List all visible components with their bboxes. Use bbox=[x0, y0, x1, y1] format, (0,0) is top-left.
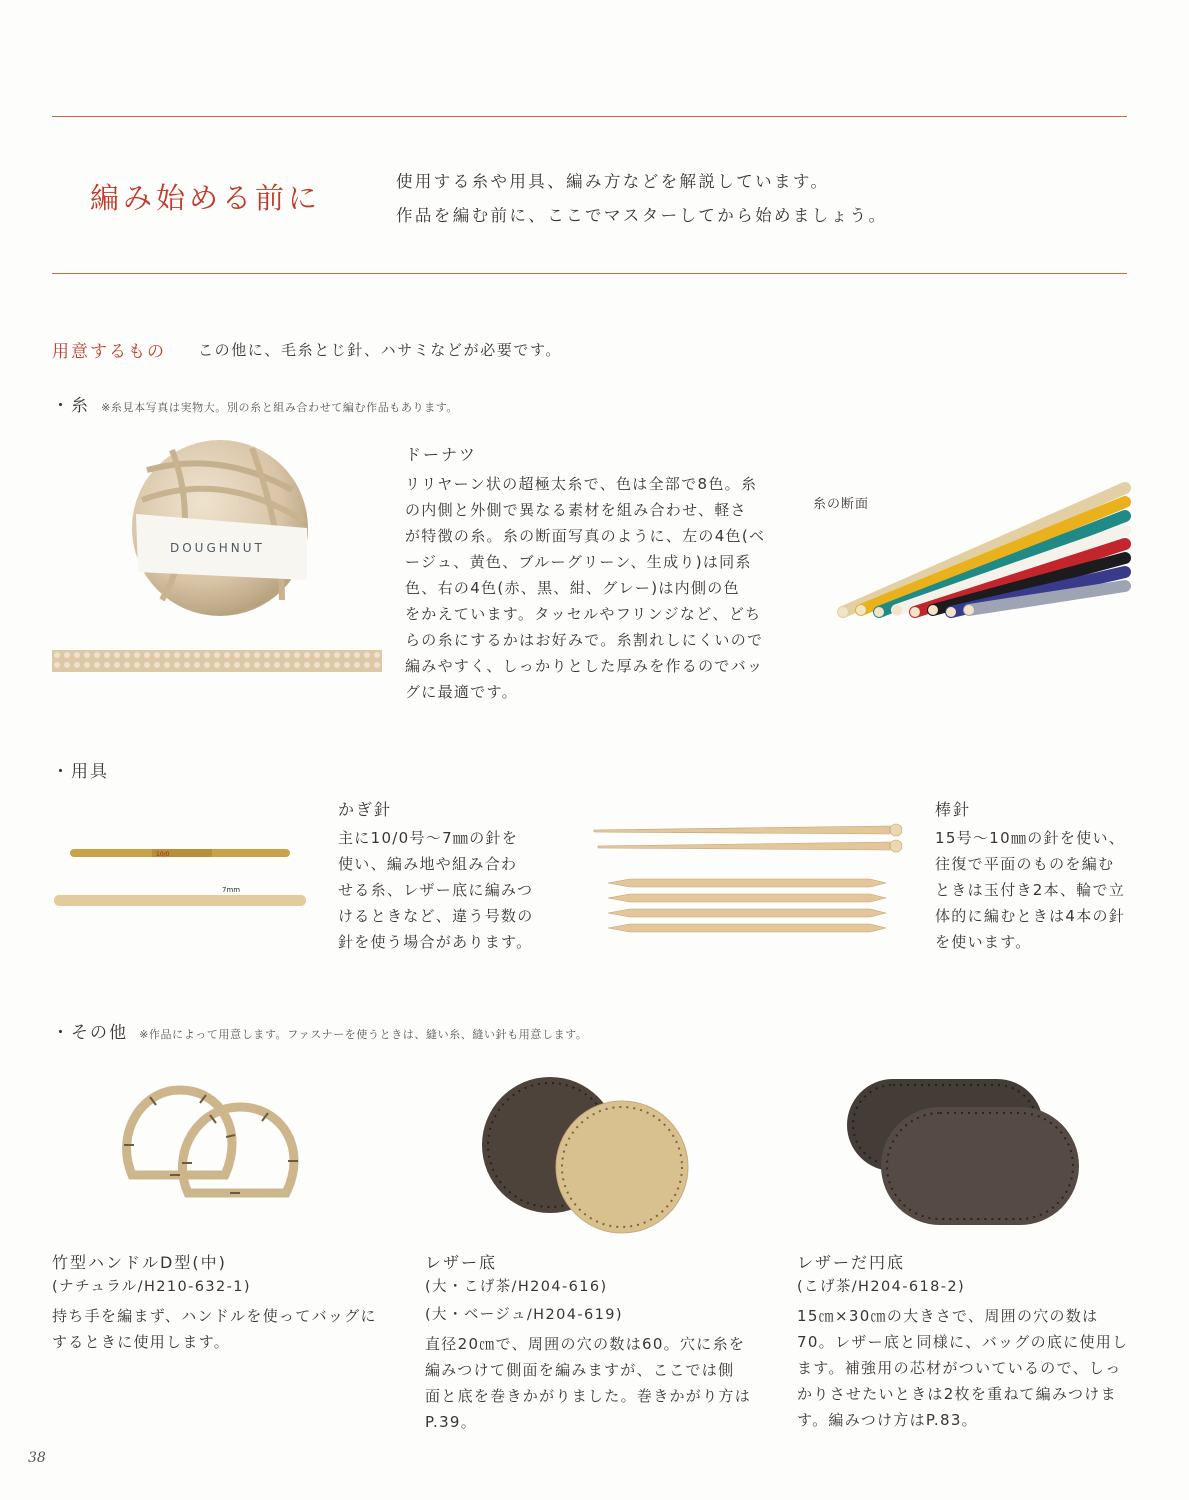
needle-icon bbox=[594, 826, 890, 834]
yarn-desc-line: 編みやすく、しっかりとした厚みを作るのでバッ bbox=[405, 657, 764, 675]
item-code: (こげ茶/H204-618-2) bbox=[797, 1279, 966, 1295]
item-name: レザー底 bbox=[425, 1253, 498, 1272]
brown-oval-icon bbox=[881, 1107, 1079, 1225]
other-label: ・その他 bbox=[52, 1023, 128, 1043]
item-description bbox=[797, 1303, 1142, 1433]
needle-description bbox=[935, 825, 1135, 955]
hook-mark-1: 10/0 bbox=[156, 851, 170, 858]
item-name: レザーだ円底 bbox=[797, 1253, 906, 1272]
needle-name: 棒針 bbox=[935, 800, 972, 819]
prepare-text: この他に、毛糸とじ針、ハサミなどが必要です。 bbox=[198, 341, 563, 359]
hook-description bbox=[338, 825, 558, 955]
yarn-section-header bbox=[52, 391, 458, 416]
needle-desc-line: を使います。 bbox=[935, 933, 1032, 951]
item-oval-leather-bottom bbox=[797, 1250, 1142, 1433]
yarn-description bbox=[405, 471, 775, 705]
crochet-hooks-image bbox=[52, 835, 317, 920]
item-leather-bottom bbox=[425, 1250, 770, 1435]
item-code: (大・ベージュ/H204-619) bbox=[425, 1307, 623, 1323]
needle-icon bbox=[608, 894, 886, 902]
item-description bbox=[425, 1331, 770, 1435]
hook-desc-line: けるときなど、違う号数の bbox=[338, 907, 534, 925]
item-desc-line: 15㎝×30㎝の大きさで、周囲の穴の数は bbox=[797, 1307, 1099, 1325]
cross-section-image bbox=[835, 470, 1135, 630]
intro-line-2: 作品を編む前に、ここでマスターしてから始めましょう。 bbox=[396, 206, 888, 225]
needle-icon bbox=[608, 924, 886, 932]
top-rule bbox=[52, 116, 1127, 117]
yarn-strand-end-icon bbox=[928, 605, 938, 615]
yarn-label-text: DOUGHNUT bbox=[170, 541, 265, 555]
bottom-rule bbox=[52, 273, 1127, 274]
yarn-strand-end-icon bbox=[838, 607, 848, 617]
bamboo-handle-image bbox=[110, 1075, 340, 1235]
item-desc-line: す。編みつけ方はP.83。 bbox=[797, 1411, 978, 1429]
yarn-desc-line: らの糸にするかはお好みで。糸割れしにくいので bbox=[405, 631, 764, 649]
prepare-heading: 用意するもの bbox=[52, 342, 166, 362]
item-desc-line: するときに使用します。 bbox=[52, 1333, 231, 1351]
hook-mark-2: 7mm bbox=[222, 886, 241, 894]
yarn-strand-end-icon bbox=[964, 605, 974, 615]
yarn-strand-end-icon bbox=[910, 607, 920, 617]
other-note: ※作品によって用意します。ファスナーを使うときは、縫い糸、縫い針も用意します。 bbox=[139, 1028, 588, 1041]
item-desc-line: ます。補強用の芯材がついているので、しっ bbox=[797, 1359, 1122, 1377]
item-bamboo-handle bbox=[52, 1250, 397, 1355]
yarn-name: ドーナツ bbox=[405, 445, 477, 464]
yarn-ball-image bbox=[52, 430, 387, 680]
needle-desc-line: ときは玉付き2本、輪で立 bbox=[935, 881, 1126, 899]
yarn-desc-line: ージュ、黄色、ブルーグリーン、生成り)は同系 bbox=[405, 553, 752, 571]
item-code: (大・こげ茶/H204-616) bbox=[425, 1279, 608, 1295]
yarn-note: ※糸見本写真は実物大。別の糸と組み合わせて編む作品もあります。 bbox=[101, 401, 459, 414]
yarn-desc-line: リリヤーン状の超極太糸で、色は全部で8色。糸 bbox=[405, 475, 758, 493]
hook-desc-line: 主に10/0号～7㎜の針を bbox=[338, 829, 519, 847]
other-section-header bbox=[52, 1018, 588, 1043]
tools-label: ・用具 bbox=[52, 762, 109, 782]
hook-desc-line: 針を使う場合があります。 bbox=[338, 933, 533, 951]
needle-icon bbox=[608, 879, 886, 887]
yarn-desc-line: グに最適です。 bbox=[405, 683, 518, 701]
yarn-desc-line: の内側と外側で異なる素材を組み合わせ、軽さ bbox=[405, 501, 747, 519]
needle-icon bbox=[598, 842, 890, 850]
yarn-desc-line: をかえています。タッセルやフリンジなど、どち bbox=[405, 605, 762, 623]
needle-desc-line: 15号～10㎜の針を使い、 bbox=[935, 829, 1126, 847]
beige-leather-circle-icon bbox=[556, 1101, 688, 1233]
yarn-strand-end-icon bbox=[874, 607, 884, 617]
item-desc-line: 70。レザー底と同様に、バッグの底に使用し bbox=[797, 1333, 1129, 1351]
yarn-desc-line: 色、右の4色(赤、黒、紺、グレー)は内側の色 bbox=[405, 579, 740, 597]
page-number: 38 bbox=[28, 1450, 46, 1466]
item-desc-line: P.39。 bbox=[425, 1413, 478, 1431]
yarn-desc-line: が特徴の糸。糸の断面写真のように、左の4色(ベ bbox=[405, 527, 766, 545]
handle-icon bbox=[182, 1107, 294, 1193]
cross-section-label: 糸の断面 bbox=[813, 497, 870, 512]
oval-leather-bottom-image bbox=[845, 1075, 1085, 1235]
knitting-needles-image bbox=[590, 820, 910, 935]
item-desc-line: 持ち手を編まず、ハンドルを使ってバッグに bbox=[52, 1307, 377, 1325]
yarn-strand-end-icon bbox=[892, 605, 902, 615]
needle-desc-line: 往復で平面のものを編む bbox=[935, 855, 1115, 873]
leather-bottom-image bbox=[480, 1075, 700, 1235]
item-name: 竹型ハンドルD型(中) bbox=[52, 1253, 227, 1272]
hook-desc-line: せる糸、レザー底に編みつ bbox=[338, 881, 534, 899]
yarn-label: ・糸 bbox=[52, 396, 90, 416]
item-desc-line: 編みつけて側面を編みますが、ここでは側 bbox=[425, 1361, 735, 1379]
item-desc-line: 面と底を巻きかがりました。巻きかがり方は bbox=[425, 1387, 752, 1405]
page-title: 編み始める前に bbox=[90, 181, 322, 215]
bamboo-hook-icon bbox=[54, 895, 306, 906]
needle-desc-line: 体的に編むときは4本の針 bbox=[935, 907, 1126, 925]
item-desc-line: かりさせたいときは2枚を重ねて編みつけま bbox=[797, 1385, 1117, 1403]
hook-desc-line: 使い、編み地や組み合わ bbox=[338, 855, 518, 873]
intro-line-1: 使用する糸や用具、編み方などを解説しています。 bbox=[396, 172, 830, 191]
hook-name: かぎ針 bbox=[338, 800, 393, 819]
item-code: (ナチュラル/H210-632-1) bbox=[52, 1279, 251, 1295]
yarn-sample-strand bbox=[52, 650, 382, 672]
item-description bbox=[52, 1303, 397, 1355]
item-desc-line: 直径20㎝で、周囲の穴の数は60。穴に糸を bbox=[425, 1335, 746, 1353]
yarn-strand-end-icon bbox=[946, 607, 956, 617]
needle-icon bbox=[608, 909, 886, 917]
yarn-strand-end-icon bbox=[856, 605, 866, 615]
